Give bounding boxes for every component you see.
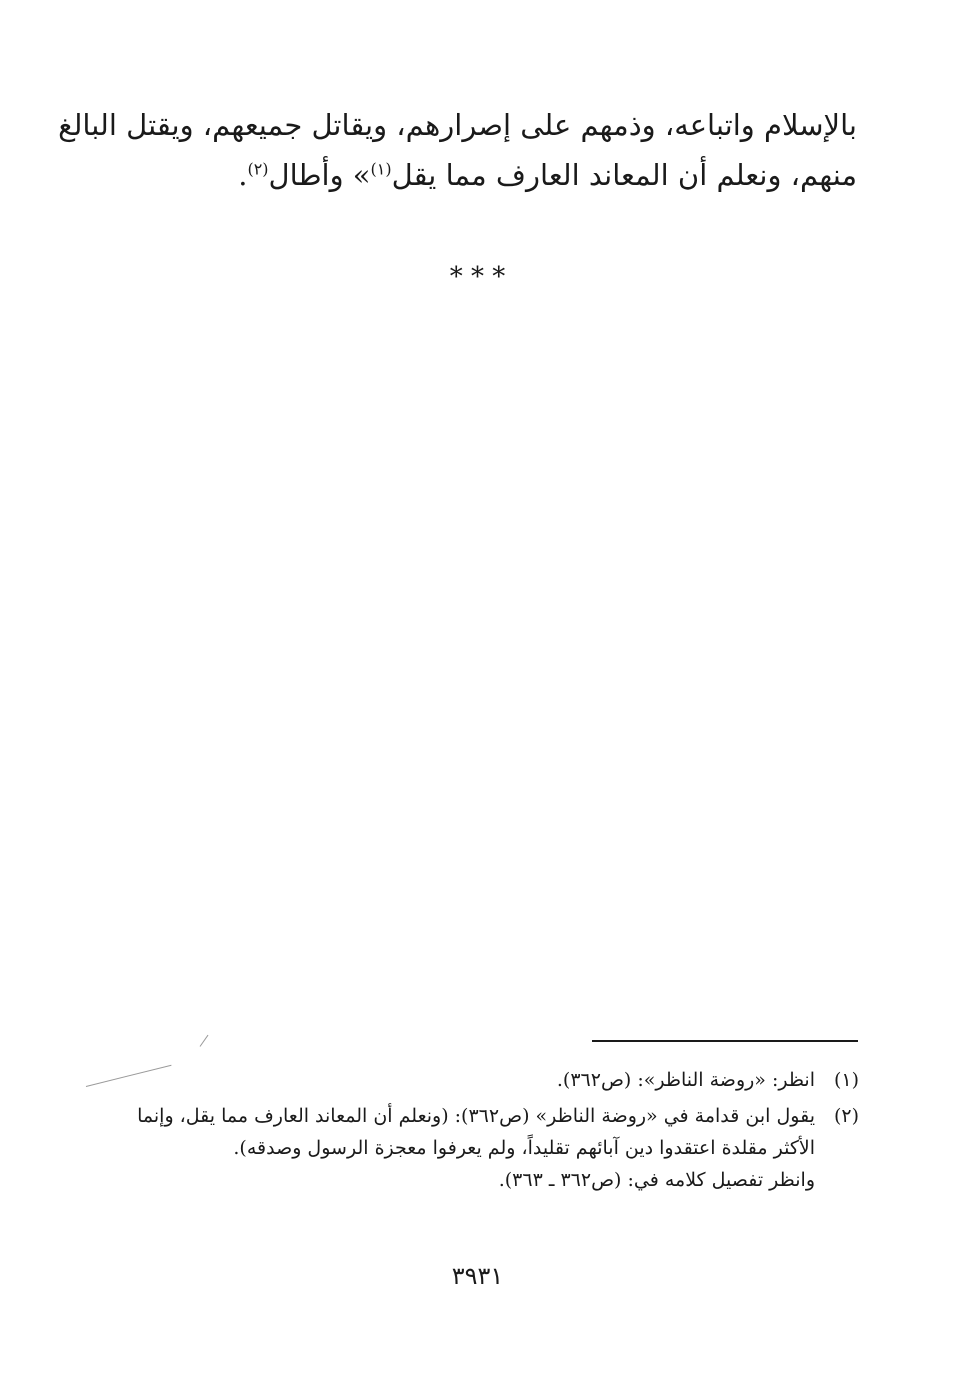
main-text-line-2-end: . (238, 158, 248, 192)
footnotes (137, 1064, 859, 1200)
footnote-line: وانظر تفصيل كلامه في: (ص٣٦٢ ـ ٣٦٣). (498, 1169, 815, 1191)
main-text-line-1: بالإسلام واتباعه، وذمهم على إصرارهم، ويقاتل جميعهم، ويقتل البالغ (58, 108, 857, 142)
separator-asterisks: * * * (449, 262, 506, 292)
footnote-number: (١) (833, 1069, 859, 1091)
footnote-line: انظر: «روضة الناظر»: (ص٣٦٢). (556, 1069, 815, 1091)
footnote-number: (٢) (833, 1105, 859, 1127)
main-text-line-2-continuation: » وأطال (268, 158, 371, 192)
main-text-block (58, 100, 857, 200)
footnote-body (137, 1100, 815, 1196)
footnote-2 (137, 1100, 859, 1196)
footnote-1 (150, 1064, 859, 1096)
section-separator (0, 262, 955, 292)
scan-artifact (200, 1035, 209, 1047)
footnote-ref-2[interactable]: (٢) (247, 159, 269, 179)
footnote-divider (592, 1040, 858, 1042)
main-text-line-2 (140, 150, 857, 200)
footnote-body (150, 1064, 815, 1096)
footnote-line: يقول ابن قدامة في «روضة الناظر» (ص٣٦٢): (ونعلم أن المعاند العارف مما يقل، وإنما (137, 1105, 815, 1127)
page-number: ٣٩٣١ (451, 1262, 504, 1290)
footnote-ref-1[interactable]: (١) (370, 159, 392, 179)
footnote-line: الأكثر مقلدة اعتقدوا دين آبائهم تقليداً، ولم يعرفوا معجزة الرسول وصدقه). (233, 1137, 815, 1159)
main-text-line-2-start: منهم، ونعلم أن المعاند العارف مما يقل (391, 158, 857, 192)
